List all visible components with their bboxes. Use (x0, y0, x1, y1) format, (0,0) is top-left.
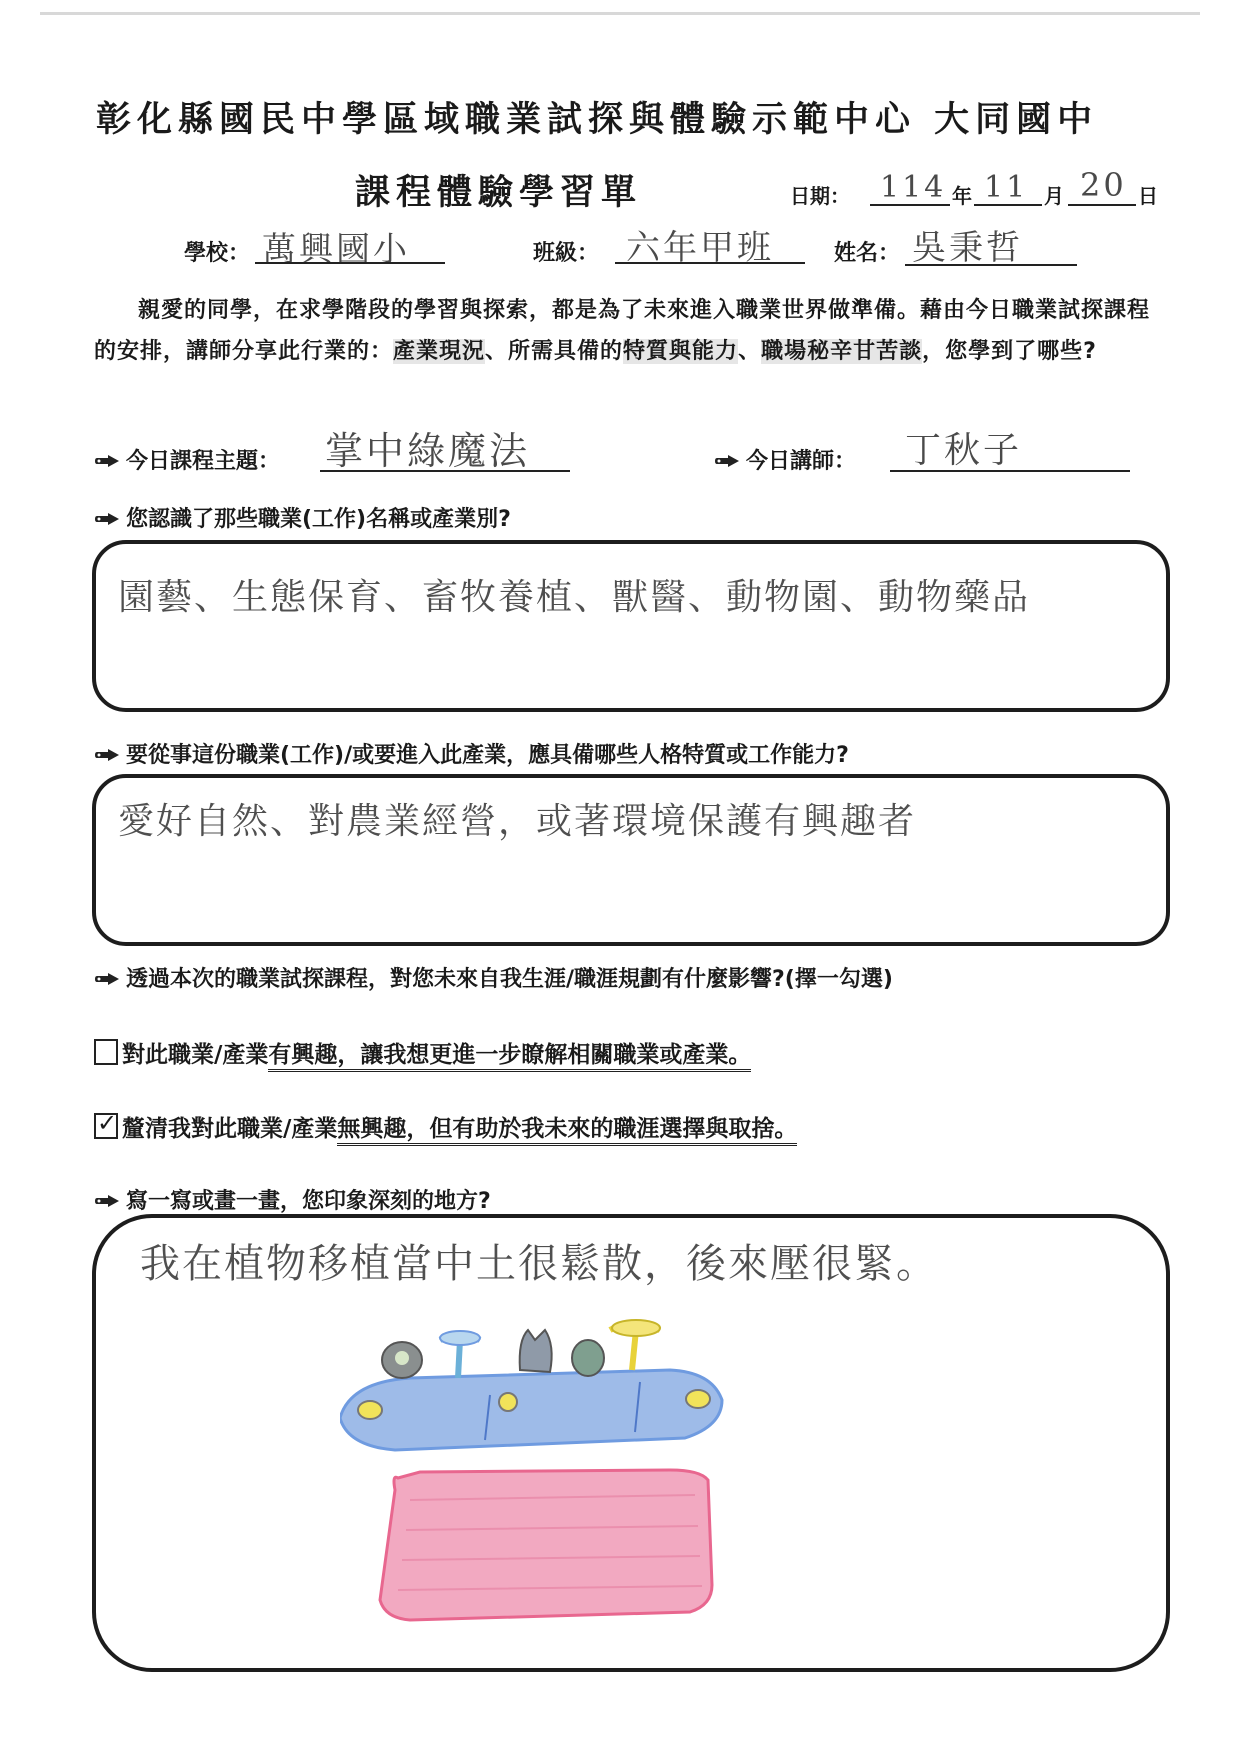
topic-value: 掌中綠魔法 (325, 429, 531, 473)
intro-highlight-traits: 特質與能力 (623, 339, 739, 364)
date-month-unit: 月 (1044, 184, 1064, 208)
sprout-5-cap (612, 1320, 660, 1336)
class-label: 班級： (533, 241, 600, 266)
option-2-emphasis: 無興趣 (337, 1116, 406, 1146)
intro-text-1: 親愛的同學，在求學階段的學習與探索，都是為了未來進入職業世界做準備。藉由今日職業試探課程的安排，講師分享此行業的： (94, 298, 1151, 364)
option-2-suffix: ，但有助於我未來的職涯選擇與取捨。 (406, 1116, 797, 1146)
teacher-row (714, 444, 856, 475)
answer-4-text: 我在植物移植當中土很鬆散，後來壓很緊。 (140, 1241, 938, 1287)
scan-top-edge (40, 12, 1200, 15)
hand-pointer-icon (94, 508, 122, 533)
date-year-value: 114 (880, 170, 947, 205)
option-1-emphasis: 有興趣 (268, 1042, 337, 1072)
question-3 (94, 962, 893, 993)
option-2-checkbox[interactable] (94, 1109, 118, 1139)
name-value: 吳秉哲 (912, 228, 1023, 268)
question-2 (94, 738, 849, 769)
intro-text-4: ，您學到了哪些? (922, 339, 1097, 364)
option-1-prefix: 對此職業/產業 (122, 1042, 269, 1068)
school-line (255, 262, 445, 264)
hand-pointer-icon (94, 744, 122, 769)
sprout-4 (572, 1340, 604, 1376)
check-icon: ✓ (97, 1109, 118, 1137)
date-year-line (870, 204, 950, 206)
answer-1-text: 園藝、生態保育、畜牧養植、獸醫、動物園、動物藥品 (118, 577, 1031, 618)
question-4-text: 寫一寫或畫一畫，您印象深刻的地方? (126, 1189, 491, 1214)
question-1 (94, 502, 511, 533)
school-value: 萬興國小 (262, 230, 410, 270)
teacher-value: 丁秋子 (905, 430, 1023, 471)
intro-paragraph (94, 290, 1170, 372)
seed-1 (358, 1401, 382, 1419)
hand-pointer-icon (714, 450, 742, 475)
question-1-text: 您認識了那些職業(工作)名稱或產業別? (126, 507, 511, 532)
date-day-line (1068, 204, 1136, 206)
page-subtitle: 課程體驗學習單 (355, 173, 643, 213)
plant-pot-drawing (340, 1300, 780, 1630)
date-day-value: 20 (1080, 166, 1127, 204)
pot-body (380, 1470, 712, 1620)
intro-text-3: 、 (738, 339, 762, 364)
date-label: 日期： (790, 184, 850, 208)
date-month-value: 11 (984, 170, 1029, 205)
answer-box-1 (92, 540, 1170, 712)
soil-top (340, 1370, 722, 1450)
intro-highlight-industry: 產業現況 (393, 339, 486, 364)
teacher-label: 今日講師： (746, 449, 857, 474)
topic-row (94, 444, 280, 475)
option-not-interested[interactable] (94, 1110, 797, 1143)
page-title: 彰化縣國民中學區域職業試探與體驗示範中心 大同國中 (96, 100, 1099, 140)
question-4 (94, 1184, 491, 1215)
seed-3 (686, 1390, 710, 1408)
class-line (615, 262, 805, 264)
intro-text-2: 、所需具備的 (485, 339, 624, 364)
hand-pointer-icon (94, 1190, 122, 1215)
sprout-2-cap (440, 1331, 480, 1345)
topic-label: 今日課程主題： (126, 449, 281, 474)
question-2-text: 要從事這份職業(工作)/或要進入此產業，應具備哪些人格特質或工作能力? (126, 743, 849, 768)
option-interested[interactable] (94, 1036, 751, 1069)
name-label: 姓名： (834, 241, 901, 266)
option-1-suffix: ，讓我想更進一步瞭解相關職業或產業。 (337, 1042, 751, 1072)
date-day-unit: 日 (1138, 184, 1158, 208)
option-2-prefix: 釐清我對此職業/產業 (122, 1116, 338, 1142)
option-1-checkbox[interactable] (94, 1039, 118, 1065)
question-3-text: 透過本次的職業試探課程，對您未來自我生涯/職涯規劃有什麼影響?(擇一勾選) (126, 967, 893, 992)
date-year-unit: 年 (952, 184, 972, 208)
hand-pointer-icon (94, 968, 122, 993)
class-value: 六年甲班 (626, 228, 774, 268)
name-line (905, 264, 1077, 266)
intro-highlight-workplace: 職場秘辛甘苦談 (761, 339, 923, 364)
seed-2 (499, 1393, 517, 1411)
sprout-3 (520, 1330, 552, 1372)
teacher-line (890, 470, 1130, 472)
date-month-line (974, 204, 1042, 206)
hand-pointer-icon (94, 450, 122, 475)
school-label: 學校： (184, 241, 251, 266)
answer-2-text: 愛好自然、對農業經營，或著環境保護有興趣者 (118, 801, 917, 842)
topic-line (320, 470, 570, 472)
sprout-1-center (395, 1351, 409, 1365)
